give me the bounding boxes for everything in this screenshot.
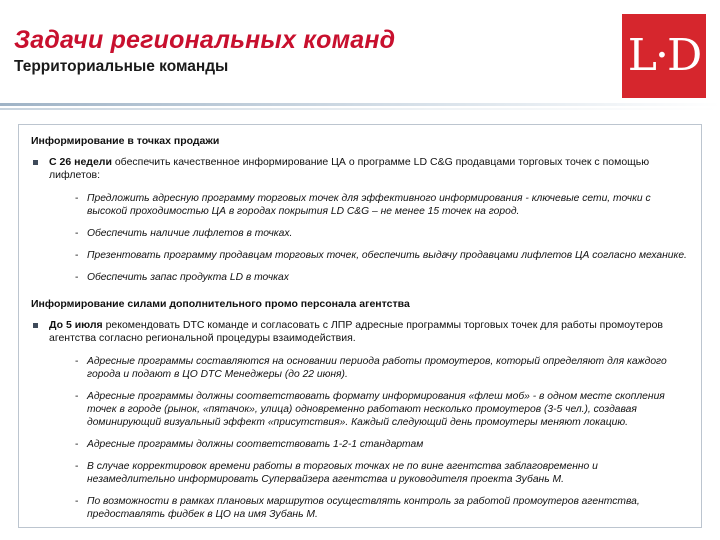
section-heading-promo-staff: Информирование силами дополнительного промо персонала агентства xyxy=(31,298,410,310)
sub-bullet-text: По возможности в рамках плановых маршрутов осуществлять контроль за работой промоутеров агентства, предоставлять фидбек в ЦО на имя Зубань М. xyxy=(87,496,640,520)
page-subtitle: Территориальные команды xyxy=(14,58,229,75)
bullet-text: рекомендовать DTC команде и согласовать с ЛПР адресные программы торговых точек для работы промоутеров агентства согласно региональной процедуры взаимодействия. xyxy=(49,319,664,344)
content-panel xyxy=(18,124,702,528)
sub-bullet xyxy=(31,390,687,429)
sub-bullet xyxy=(31,438,687,451)
section-heading-sales-points: Информирование в точках продажи xyxy=(31,135,220,147)
dash-icon: - xyxy=(75,439,79,450)
sub-bullet-text: Предложить адресную программу торговых точек для эффективного информирования - ключевые сети, точки с высокой проходимостью ЦА в городах покрытия LD C&G – не менее 15 точек на город. xyxy=(87,193,651,217)
sub-bullet-text: Презентовать программу продавцам торговых точек, обеспечить выдачу продавцами лифлетов ЦА согласно механике. xyxy=(87,250,687,261)
sub-bullet-text: Обеспечить наличие лифлетов в точках. xyxy=(87,228,293,239)
sub-bullet xyxy=(31,355,687,381)
square-bullet-icon xyxy=(33,160,38,165)
sub-bullet xyxy=(31,249,687,262)
sub-bullet xyxy=(31,227,687,240)
bullet-text: обеспечить качественное информирование ЦА о программе LD C&G продавцами торговых точек с помощью лифлетов: xyxy=(49,156,650,181)
sub-bullet-text: Адресные программы должны соответствовать 1-2-1 стандартам xyxy=(87,439,424,450)
main-bullet-promo-staff xyxy=(31,319,687,345)
logo-text: L·D xyxy=(627,30,701,81)
dash-icon: - xyxy=(75,272,79,283)
sub-bullet-text: Адресные программы составляются на основании периода работы промоутеров, который определяют для каждого города и подают в ЦО DTC Менеджеры (до 22 июня). xyxy=(87,356,667,380)
sub-bullet-text: Адресные программы должны соответствовать формату информирования «флеш моб» - в одном месте скопления точек в городе (рынок, «пятачок», улица) одновременно работают несколько промоутеров (3-5 чел.), создавая доминирующий визуальный эффект «присутствия». Каждый следующий день промоутеры меняют локацию. xyxy=(87,391,665,428)
sub-bullet xyxy=(31,460,687,486)
sub-bullet xyxy=(31,271,687,284)
dash-icon: - xyxy=(75,228,79,239)
sub-bullet xyxy=(31,192,687,218)
ld-logo xyxy=(622,14,706,98)
dash-icon: - xyxy=(75,391,79,402)
dash-icon: - xyxy=(75,356,79,367)
header-divider-secondary xyxy=(0,108,720,110)
dash-icon: - xyxy=(75,496,79,507)
square-bullet-icon xyxy=(33,323,38,328)
page-title: Задачи региональных команд xyxy=(14,26,396,54)
sub-bullet xyxy=(31,495,687,521)
dash-icon: - xyxy=(75,461,79,472)
sub-bullet-text: В случае корректировок времени работы в торговых точках не по вине агентства заблаговременно и незамедлительно информировать Супервайзера агентства и руководителя проекта Зубань М. xyxy=(87,461,598,485)
dash-icon: - xyxy=(75,193,79,204)
dash-icon: - xyxy=(75,250,79,261)
bullet-lead: С 26 недели xyxy=(49,156,112,168)
sub-bullet-text: Обеспечить запас продукта LD в точках xyxy=(87,272,289,283)
bullet-lead: До 5 июля xyxy=(49,319,103,331)
main-bullet-sales-points xyxy=(31,156,687,182)
slide-header xyxy=(0,0,720,112)
header-divider xyxy=(0,103,720,106)
